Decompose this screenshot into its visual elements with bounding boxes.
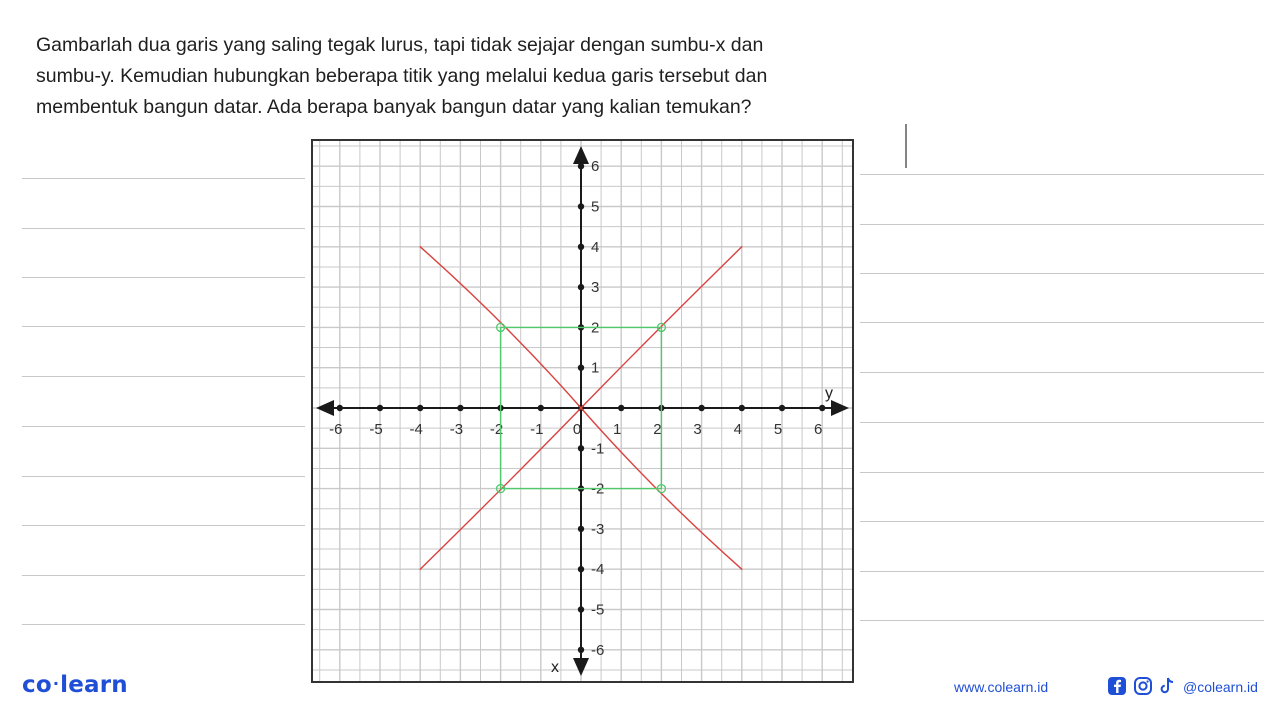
y-tick-dot: [578, 365, 584, 371]
question-line-3: membentuk bangun datar. Ada berapa banyak bangun datar yang kalian temukan?: [36, 96, 752, 118]
y-tick-label: -5: [591, 601, 605, 619]
ruled-line: [860, 521, 1264, 522]
ruled-line: [860, 322, 1264, 323]
x-tick-label: 3: [693, 421, 702, 438]
ruled-line: [22, 376, 305, 377]
grid: [312, 140, 853, 682]
y-tick-label: 5: [591, 198, 600, 216]
x-tick-dot: [538, 405, 544, 411]
x-tick-dot: [819, 405, 825, 411]
facebook-icon[interactable]: [1107, 676, 1127, 696]
ruled-line: [860, 472, 1264, 473]
x-tick-label: 6: [814, 421, 823, 438]
y-tick-dot: [578, 526, 584, 532]
x-tick-dot: [618, 405, 624, 411]
colearn-logo: co·learn: [22, 672, 128, 698]
y-tick-dot: [578, 606, 584, 612]
ruled-line: [860, 273, 1264, 274]
x-tick-label: -2: [489, 421, 504, 438]
x-tick-dot: [779, 405, 785, 411]
question-text: [36, 30, 896, 123]
x-tick-label: -5: [369, 421, 383, 438]
y-tick-label: -2: [591, 480, 605, 498]
ruled-line: [22, 178, 305, 179]
pen-stroke-mark: [905, 124, 907, 168]
axis-letter-y: y: [825, 385, 833, 402]
ruled-line: [860, 571, 1264, 572]
graph-frame: [312, 140, 853, 682]
x-tick-label: 0: [572, 421, 582, 438]
ruled-line: [860, 372, 1264, 373]
y-tick-label: -3: [591, 520, 605, 538]
tiktok-icon[interactable]: [1158, 676, 1176, 696]
x-tick-label: 1: [613, 421, 622, 438]
y-tick-label: -1: [591, 440, 605, 458]
question-line-1: Gambarlah dua garis yang saling tegak lurus, tapi tidak sejajar dengan sumbu-x dan: [36, 34, 764, 56]
ruled-line: [22, 277, 305, 278]
x-tick-dot: [417, 405, 423, 411]
y-tick-dot: [578, 566, 584, 572]
y-tick-label: 2: [591, 319, 600, 337]
x-tick-label: 5: [773, 421, 783, 438]
ruled-line: [860, 620, 1264, 621]
y-tick-dot: [578, 647, 584, 653]
x-tick-label: 2: [653, 421, 662, 438]
ruled-line: [22, 326, 305, 327]
y-tick-label: 4: [591, 238, 600, 256]
ruled-line: [22, 624, 305, 625]
x-tick-dot: [698, 405, 704, 411]
x-tick-dot: [337, 405, 343, 411]
x-tick-label: -3: [449, 421, 464, 438]
ruled-line: [22, 426, 305, 427]
y-tick-label: 6: [591, 158, 600, 176]
y-tick-label: -6: [591, 641, 605, 659]
x-tick-dot: [457, 405, 463, 411]
x-tick-label: -1: [530, 421, 544, 438]
y-tick-label: 3: [591, 279, 600, 297]
x-tick-label: -6: [329, 421, 343, 438]
y-tick-dot: [578, 163, 584, 169]
y-tick-dot: [578, 445, 584, 451]
axis-letter-x: x: [551, 659, 559, 676]
ruled-line: [860, 224, 1264, 225]
ruled-line: [860, 174, 1264, 175]
ruled-line: [22, 476, 305, 477]
ruled-line: [22, 228, 305, 229]
question-line-2: sumbu-y. Kemudian hubungkan beberapa titik yang melalui kedua garis tersebut dan: [36, 65, 768, 87]
y-tick-dot: [578, 244, 584, 250]
website-link[interactable]: www.colearn.id: [954, 679, 1049, 695]
y-tick-dot: [578, 203, 584, 209]
ruled-line: [860, 422, 1264, 423]
coordinate-graph: [310, 138, 855, 684]
ruled-line: [22, 525, 305, 526]
x-tick-dot: [377, 405, 383, 411]
y-tick-dot: [578, 284, 584, 290]
x-tick-label: -4: [409, 421, 423, 438]
x-tick-label: 4: [733, 421, 742, 438]
social-handle[interactable]: @colearn.id: [1183, 679, 1258, 695]
x-tick-dot: [739, 405, 745, 411]
y-tick-label: -4: [591, 561, 605, 579]
ruled-line: [22, 575, 305, 576]
y-tick-label: 1: [591, 359, 600, 377]
instagram-icon[interactable]: [1133, 676, 1153, 696]
